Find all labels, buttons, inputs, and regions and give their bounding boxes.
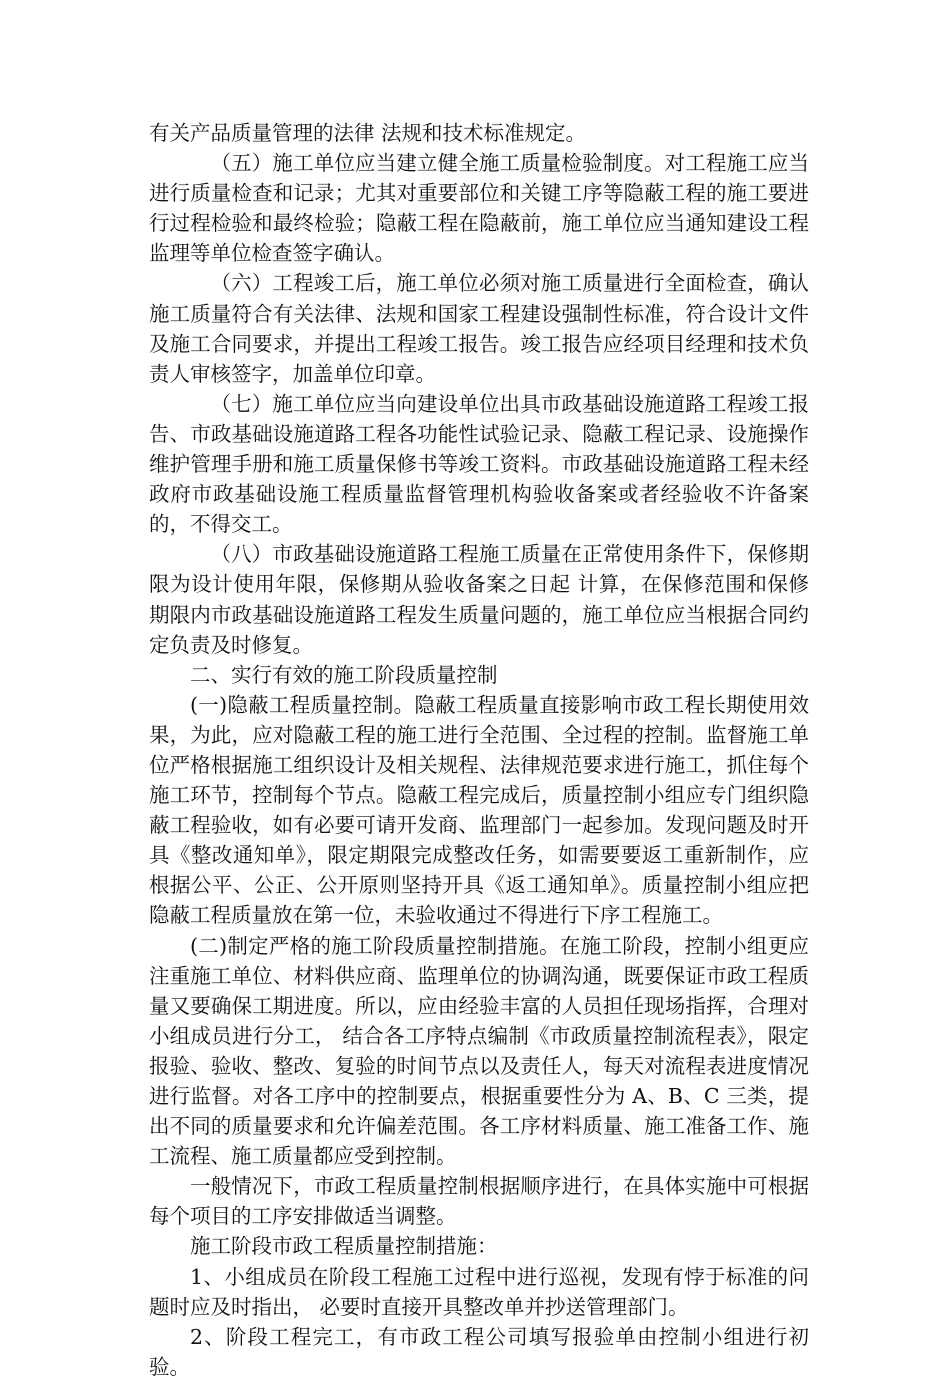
paragraph-subsection-1: (一)隐蔽工程质量控制。隐蔽工程质量直接影响市政工程长期使用效果，为此，应对隐蔽工程的施工进行全范围、全过程的控制。监督施工单位严格根据施工组织设计及相关规程、法律规范要求进行施工，抓住每个施工环节，控制每个节点。隐蔽工程完成后，质量控制小组应专门组织隐蔽工程验收，如有必要可请开发商、监理部门一起参加。发现问题及时开具《整改通知单》，限定期限完成整改任务，如需要要返工重新制作，应根据公平、公正、公开原则坚持开具《返工通知单》。质量控制小组应把隐蔽工程质量放在第一位，未验收通过不得进行下序工程施工。 [149,692,809,928]
paragraph-subsection-2: (二)制定严格的施工阶段质量控制措施。在施工阶段，控制小组更应注重施工单位、材料供应商、监理单位的协调沟通，既要保证市政工程质量又要确保工期进度。所以，应由经验丰富的人员担任现场指挥，合理对小组成员进行分工， 结合各工序特点编制《市政质量控制流程表》，限定报验、验收、整改、复验的时间节点以及责任人，每天对流程表进度情况进行监督。对各工序中的控制要点，根据重要性分为 A、B、C 三类，提出不同的质量要求和允许偏差范围。各工序材料质量、施工准备工作、施工流程、施工质量都应受到控制。 [149,933,809,1169]
paragraph-general: 一般情况下，市政工程质量控制根据顺序进行，在具体实施中可根据每个项目的工序安排做适当调整。 [149,1174,809,1229]
section-heading-2: 二、实行有效的施工阶段质量控制 [190,662,498,687]
list-item-1: 1、小组成员在阶段工程施工过程中进行巡视，发现有悖于标准的问题时应及时指出， 必要时直接开具整改单并抄送管理部门。 [149,1264,809,1319]
paragraph-measures-heading: 施工阶段市政工程质量控制措施： [190,1234,498,1259]
document-body [149,118,809,1382]
paragraph-item-6: （六）工程竣工后，施工单位必须对施工质量进行全面检查，确认施工质量符合有关法律、法规和国家工程建设强制性标准，符合设计文件及施工合同要求，并提出工程竣工报告。竣工报告应经项目经理和技术负责人审核签字，加盖单位印章。 [149,271,809,386]
paragraph-item-5: （五）施工单位应当建立健全施工质量检验制度。对工程施工应当进行质量检查和记录；尤其对重要部位和关键工序等隐蔽工程的施工要进行过程检验和最终检验；隐蔽工程在隐蔽前，施工单位应当通知建设工程监理等单位检查签字确认。 [149,151,809,266]
list-item-2: 2、阶段工程完工，有市政工程公司填写报验单由控制小组进行初验。 [149,1324,809,1379]
paragraph-continuation: 有关产品质量管理的法律 法规和技术标准规定。 [149,121,587,145]
paragraph-item-7: （七）施工单位应当向建设单位出具市政基础设施道路工程竣工报告、市政基础设施道路工程各功能性试验记录、隐蔽工程记录、设施操作维护管理手册和施工质量保修书等竣工资料。市政基础设施道路工程未经政府市政基础设施工程质量监督管理机构验收备案或者经验收不许备案的，不得交工。 [149,391,809,537]
paragraph-item-8: （八）市政基础设施道路工程施工质量在正常使用条件下，保修期限为设计使用年限，保修期从验收备案之日起 计算，在保修范围和保修期限内市政基础设施道路工程发生质量问题的，施工单位应当根据合同约定负责及时修复。 [149,542,809,657]
